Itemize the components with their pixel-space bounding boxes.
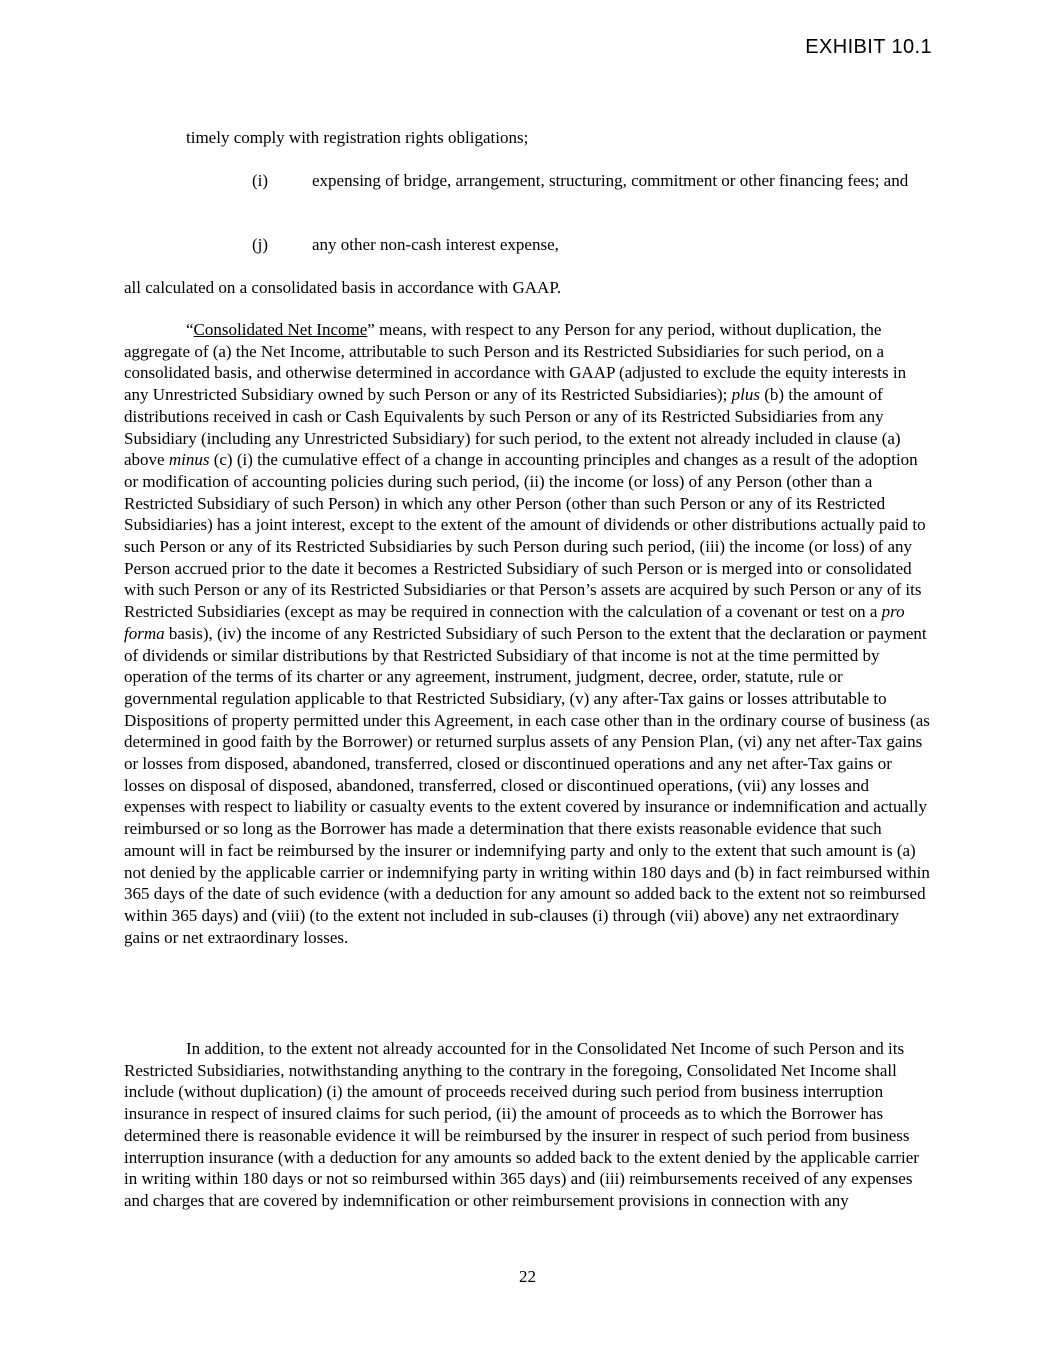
- definition-part-a: ” means, with respect to any Person for any period, without duplication, the aggregate of (a) the Net Income, attributable to such Person and its Restricted Subsidiaries for such period, on a consolidated basis, and otherwise determined in accordance with GAAP (adjusted to exclude the equity interests in any Unrestricted Subsidiary owned by such Person or any of its Restricted Subsidiaries);: [124, 320, 907, 405]
- page-number: 22: [519, 1267, 536, 1286]
- clause-item-j: [124, 234, 932, 256]
- clause-item-i-label: (i): [252, 171, 269, 190]
- italic-pro-forma: pro forma: [124, 602, 905, 643]
- in-addition-paragraph: In addition, to the extent not already accounted for in the Consolidated Net Income of such Person and its Restricted Subsidiaries, notwithstanding anything to the contrary in the foregoing, Consolidated Net Income shall include (without duplication) (i) the amount of proceeds received during such period from business interruption insurance in respect of insured claims for such period, (ii) the amount of proceeds as to which the Borrower has determined there is reasonable evidence it will be reimbursed by the insurer in respect of such period from business interruption insurance (with a deduction for any amounts so added back to the extent denied by the applicable carrier in writing within 180 days or not so reimbursed within 365 days) and (iii) reimbursements received of any expenses and charges that are covered by indemnification or other reimbursement provisions in connection with any: [124, 1039, 919, 1210]
- defined-term-consolidated-net-income: Consolidated Net Income: [193, 320, 368, 339]
- clause-item-j-label: (j): [252, 235, 269, 254]
- definition-part-c: (c) (i) the cumulative effect of a change in accounting principles and changes as a result of the adoption or modification of accounting policies during such period, (ii) the income (or loss) of any Person (other than a Restricted Subsidiary of such Person) in which any other Person (other than such Person or any of its Restricted Subsidiaries) has a joint interest, except to the extent of the amount of dividends or other distributions actually paid to such Person or any of its Restricted Subsidiaries by such Person during such period, (iii) the income (or loss) of any Person accrued prior to the date it becomes a Restricted Subsidiary of such Person or is merged into or consolidated with such Person or any of its Restricted Subsidiaries or that Person’s assets are acquired by such Person or any of its Restricted Subsidiaries (except as may be required in connection with the calculation of a covenant or test on a: [124, 450, 926, 622]
- clause-item-i-text: expensing of bridge, arrangement, structuring, commitment or other financing fees; and: [312, 171, 909, 190]
- clause-item-j-text: any other non-cash interest expense,: [312, 235, 559, 254]
- gaap-wrapup-line: all calculated on a consolidated basis in accordance with GAAP.: [124, 278, 562, 297]
- definition-part-b: (b) the amount of distributions received in cash or Cash Equivalents by such Person or any of its Restricted Subsidiaries from any Subsidiary (including any Unrestricted Subsidiary) for such period, to the extent not already included in clause (a) above: [124, 385, 901, 470]
- consolidated-net-income-definition-paragraph: [124, 319, 932, 948]
- italic-plus: plus: [731, 385, 760, 405]
- clause-continuation-text: timely comply with registration rights obligations;: [186, 128, 529, 147]
- exhibit-label: EXHIBIT 10.1: [805, 36, 932, 58]
- document-content: [124, 0, 932, 1365]
- clause-item-i: [124, 170, 932, 192]
- italic-minus: minus: [168, 450, 210, 470]
- open-quote: “: [186, 320, 194, 339]
- definition-part-d: basis), (iv) the income of any Restricted Subsidiary of such Person to the extent that the declaration or payment of dividends or similar distributions by that Restricted Subsidiary of that income is not at the time permitted by operation of the terms of its charter or any agreement, instrument, judgment, decree, order, statute, rule or governmental regulation applicable to that Restricted Subsidiary, (v) any after-Tax gains or losses attributable to Dispositions of property permitted under this Agreement, in each case other than in the ordinary course of business (as determined in good faith by the Borrower) or returned surplus assets of any Pension Plan, (vi) any net after-Tax gains or losses from disposed, abandoned, transferred, closed or discontinued operations and any net after-Tax gains or losses on disposal of disposed, abandoned, transferred, closed or discontinued operations, (vii) any losses and expenses with respect to liability or casualty events to the extent covered by insurance or indemnification and actually reimbursed or so long as the Borrower has made a determination that there exists reasonable evidence that such amount will in fact be reimbursed by the insurer or indemnifying party and only to the extent that such amount is (a) not denied by the applicable carrier or indemnifying party in writing within 180 days and (b) in fact reimbursed within 365 days of the date of such evidence (with a deduction for any amount so added back to the extent not so reimbursed within 365 days) and (viii) (to the extent not included in sub-clauses (i) through (vii) above) any net extraordinary gains or net extraordinary losses.: [124, 623, 930, 947]
